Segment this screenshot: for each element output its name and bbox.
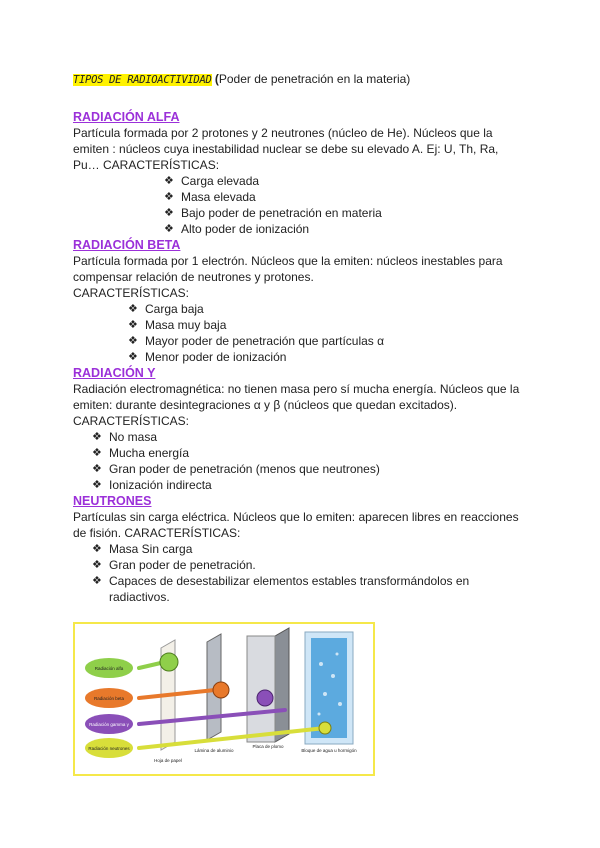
- bullet-icon: ❖: [128, 319, 138, 331]
- list-item: ❖ No masa: [92, 430, 158, 444]
- alfa-line-1: Partícula formada por 2 protones y 2 neutrones (núcleo de He). Núcleos que la: [73, 126, 493, 140]
- label-paper: Hoja de papel: [154, 758, 182, 763]
- label-water: Bloque de agua u hormigón: [301, 748, 357, 753]
- list-item: ❖ Mucha energía: [92, 446, 190, 460]
- list-item: ❖ Ionización indirecta: [92, 478, 212, 492]
- bullet-icon: ❖: [92, 543, 102, 555]
- label-aluminum: Lámina de aluminio: [194, 748, 234, 753]
- alfa-line-3: Pu… CARACTERÍSTICAS:: [73, 158, 220, 172]
- gamma-line-2: emiten: durante desintegraciones α y β (núcleos que quedan excitados).: [73, 398, 458, 412]
- title-paren: (: [214, 72, 219, 86]
- title-rest: Poder de penetración en la materia): [218, 72, 411, 86]
- label-gamma: Radiación gamma γ: [89, 722, 129, 727]
- list-item: ❖ Alto poder de ionización: [164, 222, 310, 236]
- bullet-icon: ❖: [92, 447, 102, 459]
- beta-line-1: Partícula formada por 1 electrón. Núcleos que la emiten: núcleos inestables para: [73, 254, 503, 268]
- bullet-icon: ❖: [92, 559, 102, 571]
- list-item: ❖ Menor poder de ionización: [128, 350, 287, 364]
- gamma-line-1: Radiación electromagnética: no tienen masa pero sí mucha energía. Núcleos que la: [73, 382, 520, 396]
- label-lead: Placa de plomo: [252, 744, 284, 749]
- list-item: ❖ Gran poder de penetración.: [92, 558, 256, 572]
- heading-gamma: RADIACIÓN Y: [73, 366, 156, 380]
- heading-beta: RADIACIÓN BETA: [73, 238, 181, 252]
- beta-line-2: compensar relación de neutrones y protones.: [73, 270, 314, 284]
- bullet-icon: ❖: [164, 207, 174, 219]
- gamma-characteristics-list: [92, 429, 380, 493]
- bullet-icon: ❖: [164, 223, 174, 235]
- gamma-line-3: CARACTERÍSTICAS:: [73, 414, 190, 428]
- bullet-icon: ❖: [92, 479, 102, 491]
- label-alfa: Radiación alfa: [94, 666, 124, 671]
- bullet-icon: ❖: [128, 303, 138, 315]
- bullet-icon: ❖: [92, 431, 102, 443]
- alfa-line-2: emiten : núcleos cuya inestabilidad nuclear se debe su elevado A. Ej: U, Th, Ra,: [73, 142, 499, 156]
- bullet-icon: ❖: [164, 175, 174, 187]
- list-item: ❖ Carga baja: [128, 302, 204, 316]
- list-item: ❖ Carga elevada: [164, 174, 260, 188]
- list-item: ❖ Masa Sin carga: [92, 542, 193, 556]
- bullet-icon: ❖: [92, 575, 102, 587]
- penetration-diagram: [75, 624, 373, 774]
- label-beta: Radiación beta: [93, 696, 125, 701]
- bullet-icon: ❖: [92, 463, 102, 475]
- neutrones-characteristics-list: [92, 541, 499, 605]
- label-neutrons: Radiación neutrones: [88, 746, 130, 751]
- bullet-icon: ❖: [128, 351, 138, 363]
- neutrones-line-1: Partículas sin carga eléctrica. Núcleos que lo emiten: aparecen libres en reacciones: [73, 510, 519, 524]
- bullet-icon: ❖: [128, 335, 138, 347]
- beta-line-3: CARACTERÍSTICAS:: [73, 286, 190, 300]
- list-item: ❖ Bajo poder de penetración en materia: [164, 206, 382, 220]
- list-item: ❖ Masa elevada: [164, 190, 256, 204]
- title-highlighted: TIPOS DE RADIOACTIVIDAD: [73, 74, 212, 86]
- lead-plate: [275, 628, 289, 742]
- penetration-figure: [73, 622, 375, 776]
- list-item: ❖ Gran poder de penetración (menos que neutrones): [92, 462, 380, 476]
- list-item: ❖ Mayor poder de penetración que partículas α: [128, 334, 385, 348]
- heading-neutrones: NEUTRONES: [73, 494, 152, 508]
- document-title: [73, 72, 410, 88]
- alfa-characteristics-list: [164, 173, 382, 237]
- heading-alfa: RADIACIÓN ALFA: [73, 110, 180, 124]
- list-item: ❖ Masa muy baja: [128, 318, 227, 332]
- bullet-icon: ❖: [164, 191, 174, 203]
- list-item: ❖ Capaces de desestabilizar elementos estables transformándolos en radiactivos.: [92, 574, 470, 604]
- beta-characteristics-list: [128, 301, 384, 365]
- neutrones-line-2: de fisión. CARACTERÍSTICAS:: [73, 526, 241, 540]
